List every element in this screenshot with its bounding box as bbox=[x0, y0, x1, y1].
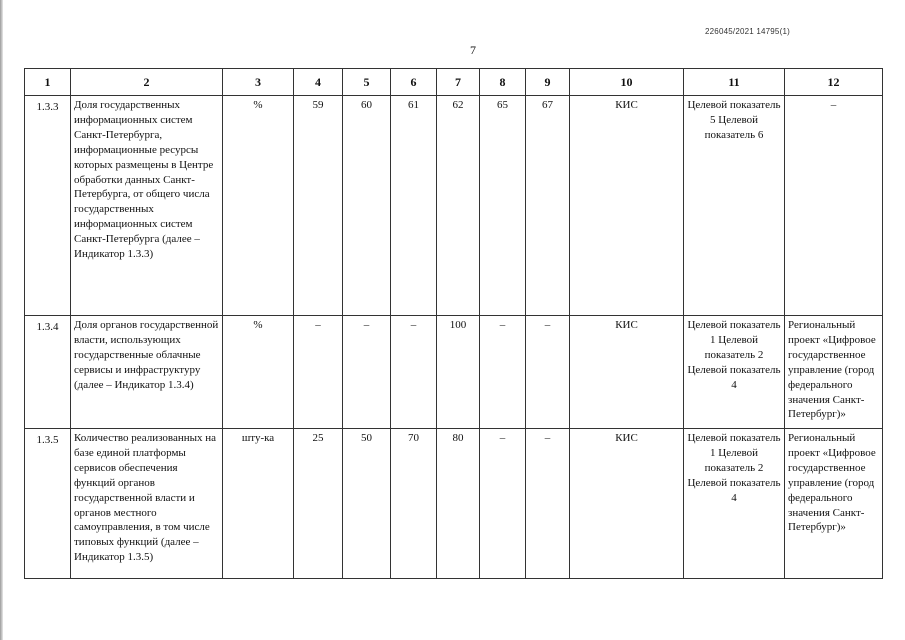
value-cell: – bbox=[480, 429, 526, 579]
value-cell: 60 bbox=[343, 96, 391, 316]
column-header: 5 bbox=[343, 69, 391, 96]
value-cell: 70 bbox=[391, 429, 437, 579]
project-cell: Региональный проект «Цифровое государственное управление (город федерального значения Санкт-Петербург)» bbox=[785, 429, 883, 579]
value-cell: 25 bbox=[294, 429, 343, 579]
target-cell: Целевой показатель 5 Целевой показатель 6 bbox=[684, 96, 785, 316]
target-cell: Целевой показатель 1 Целевой показатель 2 Целевой показатель 4 bbox=[684, 429, 785, 579]
value-cell: – bbox=[480, 316, 526, 429]
column-header: 7 bbox=[437, 69, 480, 96]
value-cell: 62 bbox=[437, 96, 480, 316]
value-cell: 67 bbox=[526, 96, 570, 316]
value-cell: 59 bbox=[294, 96, 343, 316]
source-cell: КИС bbox=[570, 316, 684, 429]
column-header: 12 bbox=[785, 69, 883, 96]
value-cell: – bbox=[343, 316, 391, 429]
column-header: 2 bbox=[71, 69, 223, 96]
value-cell: 100 bbox=[437, 316, 480, 429]
source-cell: КИС bbox=[570, 96, 684, 316]
value-cell: 50 bbox=[343, 429, 391, 579]
value-cell: 65 bbox=[480, 96, 526, 316]
column-header: 6 bbox=[391, 69, 437, 96]
indicator-number: 1.3.5 bbox=[25, 429, 71, 579]
indicators-table bbox=[24, 68, 883, 579]
indicator-number: 1.3.3 bbox=[25, 96, 71, 316]
value-cell: – bbox=[526, 429, 570, 579]
indicator-name: Доля государственных информационных систем Санкт-Петербурга, информационные ресурсы которых размещены в Центре обработки данных Санкт-Петербурга, от общего числа государственных информационных систем Санкт-Петербурга (далее – Индикатор 1.3.3) bbox=[71, 96, 223, 316]
indicator-name: Количество реализованных на базе единой платформы сервисов обеспечения функций органов государственной власти и органов местного самоуправления, в том числе типовых функций (далее – Индикатор 1.3.5) bbox=[71, 429, 223, 579]
column-header: 9 bbox=[526, 69, 570, 96]
indicator-number: 1.3.4 bbox=[25, 316, 71, 429]
header-row bbox=[25, 69, 883, 96]
value-cell: 80 bbox=[437, 429, 480, 579]
document-id: 226045/2021 14795(1) bbox=[705, 27, 790, 36]
table-row bbox=[25, 316, 883, 429]
table-row bbox=[25, 429, 883, 579]
column-header: 3 bbox=[223, 69, 294, 96]
unit-cell: шту-ка bbox=[223, 429, 294, 579]
column-header: 10 bbox=[570, 69, 684, 96]
scan-edge bbox=[0, 0, 3, 640]
project-cell: – bbox=[785, 96, 883, 316]
unit-cell: % bbox=[223, 96, 294, 316]
column-header: 4 bbox=[294, 69, 343, 96]
value-cell: 61 bbox=[391, 96, 437, 316]
indicator-name: Доля органов государственной власти, использующих государственные облачные сервисы и инфраструктуру (далее – Индикатор 1.3.4) bbox=[71, 316, 223, 429]
value-cell: – bbox=[391, 316, 437, 429]
page-number: 7 bbox=[470, 43, 476, 57]
value-cell: – bbox=[294, 316, 343, 429]
unit-cell: % bbox=[223, 316, 294, 429]
source-cell: КИС bbox=[570, 429, 684, 579]
value-cell: – bbox=[526, 316, 570, 429]
project-cell: Региональный проект «Цифровое государственное управление (город федерального значения Санкт-Петербург)» bbox=[785, 316, 883, 429]
target-cell: Целевой показатель 1 Целевой показатель 2 Целевой показатель 4 bbox=[684, 316, 785, 429]
column-header: 11 bbox=[684, 69, 785, 96]
column-header: 1 bbox=[25, 69, 71, 96]
column-header: 8 bbox=[480, 69, 526, 96]
table-row bbox=[25, 96, 883, 316]
